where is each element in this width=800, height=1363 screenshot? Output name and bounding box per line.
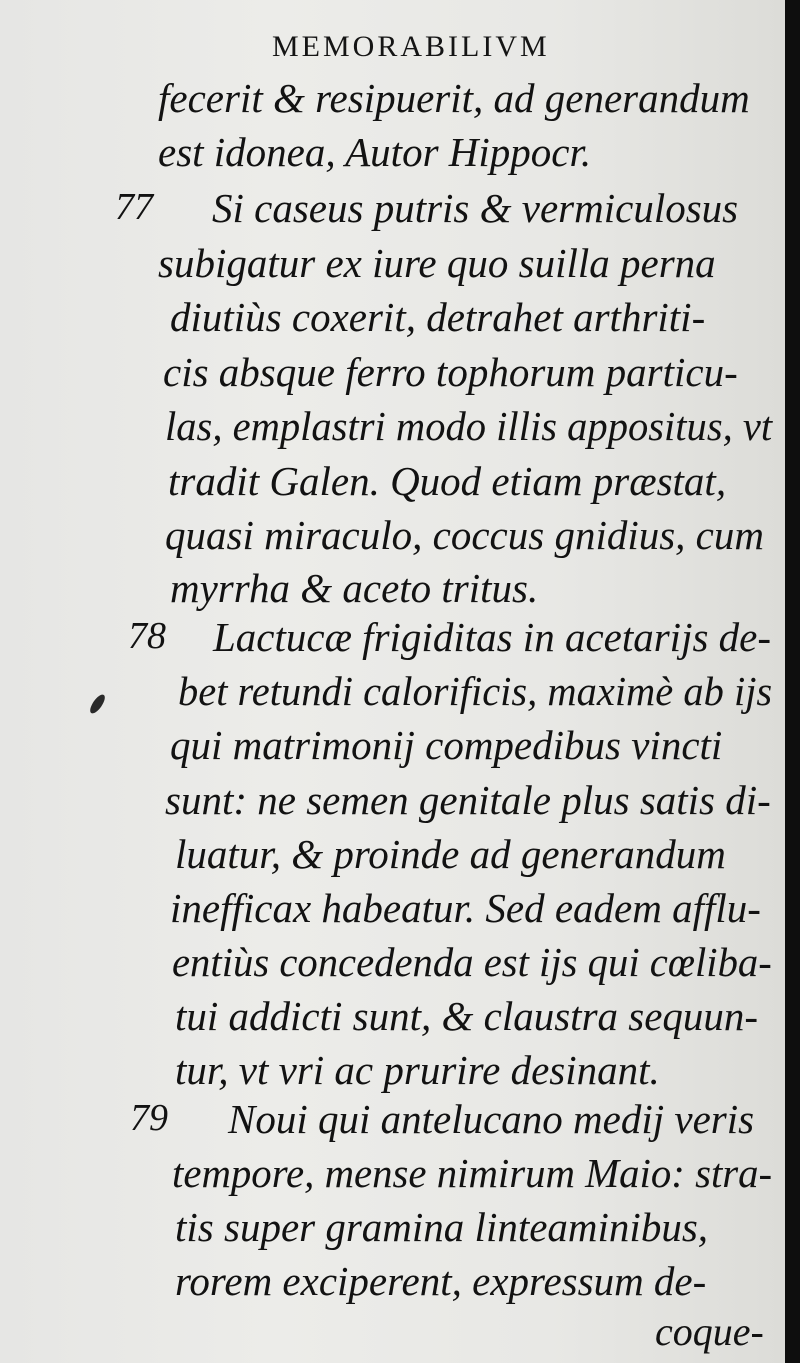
text-line: cis absque ferro tophorum particu-	[163, 349, 738, 395]
text-line: myrrha & aceto tritus.	[170, 565, 539, 611]
text-line: bet retundi calorificis, maximè ab ijs	[178, 668, 773, 714]
catchword: coque-	[655, 1309, 764, 1354]
text-line: tradit Galen. Quod etiam præstat,	[168, 458, 727, 504]
text-line: diutiùs coxerit, detrahet arthriti-	[170, 294, 706, 340]
entry-number: 79	[130, 1097, 168, 1139]
intro-line: fecerit & resipuerit, ad generandum	[158, 75, 750, 121]
text-line: entiùs concedenda est ijs qui cœliba-	[172, 939, 772, 985]
text-line: tis super gramina linteaminibus,	[175, 1204, 709, 1250]
text-line: Noui qui antelucano medij veris	[228, 1096, 755, 1142]
text-line: rorem exciperent, expressum de-	[175, 1258, 707, 1304]
ink-blot	[88, 692, 108, 715]
text-line: tui addicti sunt, & claustra sequun-	[175, 993, 759, 1039]
text-line: quasi miraculo, coccus gnidius, cum	[165, 512, 764, 558]
text-line: inefficax habeatur. Sed eadem afflu-	[170, 885, 761, 931]
text-line: Si caseus putris & vermiculosus	[212, 185, 739, 231]
entry-number: 77	[115, 186, 153, 228]
text-line: luatur, & proinde ad generandum	[175, 831, 726, 877]
entry-number: 78	[128, 615, 166, 657]
text-line: Lactucæ frigiditas in acetarijs de-	[213, 614, 772, 660]
book-spine-shadow	[785, 0, 800, 1363]
text-line: tur, vt vri ac prurire desinant.	[175, 1047, 660, 1093]
intro-line: est idonea, Autor Hippocr.	[158, 129, 592, 175]
text-line: las, emplastri modo illis appositus, vt	[165, 403, 773, 449]
running-head: MEMORABILIVM	[272, 30, 550, 63]
text-line: tempore, mense nimirum Maio: stra-	[172, 1150, 773, 1196]
text-line: subigatur ex iure quo suilla perna	[158, 240, 716, 286]
text-line: sunt: ne semen genitale plus satis di-	[165, 777, 771, 823]
text-line: qui matrimonij compedibus vincti	[170, 722, 723, 768]
